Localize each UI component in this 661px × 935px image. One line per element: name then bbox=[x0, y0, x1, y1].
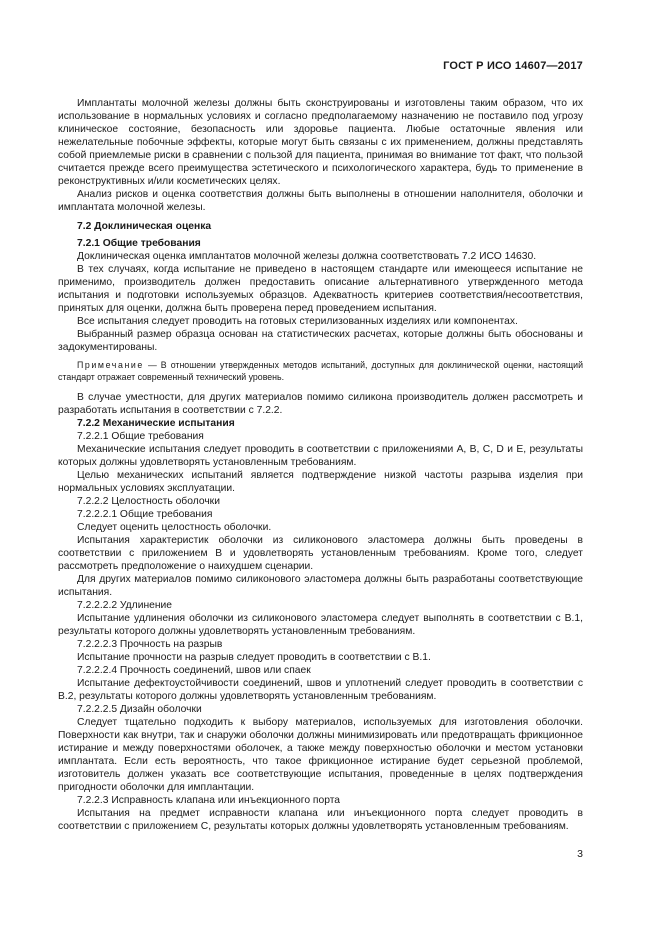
paragraph: В случае уместности, для других материалов помимо силикона производитель должен рассмотреть и разработать испытания в соответствии с 7.2.2. bbox=[58, 392, 583, 416]
section-heading: 7.2 Доклиническая оценка bbox=[77, 221, 212, 232]
paragraph: В тех случаях, когда испытание не приведено в настоящем стандарте или имеющееся испытание не применимо, производитель должен предоставить описание альтернативного утвержденного метода испытания и подготовки используемых образцов. Адекватность критериев соответствия/несоответствия, принятых для оценки, должна быть проверена перед проведением испытания. bbox=[58, 264, 583, 314]
clause-heading: 7.2.2.2 Целостность оболочки bbox=[77, 496, 220, 507]
note-label: Примечание bbox=[77, 360, 144, 370]
clause-heading: 7.2.2.2.1 Общие требования bbox=[77, 509, 213, 520]
paragraph: Анализ рисков и оценка соответствия должны быть выполнены в отношении наполнителя, оболочки и имплантата молочной железы. bbox=[58, 189, 583, 213]
paragraph: Все испытания следует проводить на готовых стерилизованных изделиях или компонентах. bbox=[77, 316, 518, 327]
paragraph: Следует тщательно подходить к выбору материалов, используемых для изготовления оболочки. Поверхности как внутри, так и снаружи оболочки должны минимизировать или предотвращать фрикционное истирание и между поверхностями оболочек, а также между поверхностью оболочки и местом установки имплантата. Если есть вероятность, что такое фрикционное истирание будет серьезной проблемой, изготовитель должен указать все соответствующие испытания, проведенные в целях подтверждения пригодности оболочки для имплантации. bbox=[58, 717, 583, 793]
page-content bbox=[58, 97, 583, 833]
document-header: ГОСТ Р ИСО 14607—2017 bbox=[443, 60, 583, 72]
clause-heading: 7.2.2.2.2 Удлинение bbox=[77, 600, 173, 611]
paragraph: Имплантаты молочной железы должны быть сконструированы и изготовлены таким образом, что их использование в нормальных условиях и согласно предполагаемому назначению не поставило под угрозу клиническое состояние, безопасность или здоровье пациента. Любые остаточные явления или нежелательные побочные эффекты, которые могут быть связаны с их применением, должны представлять собой приемлемые риски в сравнении с пользой для пациента, принимая во внимание тот факт, что пользой считается прежде всего преимущества эстетического и психологического характера, будь то применение в реконструктивных и/или косметических целях. bbox=[58, 98, 583, 187]
paragraph: Испытание прочности на разрыв следует проводить в соответствии с В.1. bbox=[77, 652, 431, 663]
clause-heading: 7.2.2.2.3 Прочность на разрыв bbox=[77, 639, 223, 650]
note bbox=[58, 359, 583, 383]
clause-heading: 7.2.2.3 Исправность клапана или инъекционного порта bbox=[77, 795, 341, 806]
paragraph: Выбранный размер образца основан на статистических расчетах, которые должны быть обоснованы и задокументированы. bbox=[58, 329, 583, 353]
clause-heading: 7.2.2.2.5 Дизайн оболочки bbox=[77, 704, 202, 715]
paragraph: Испытания на предмет исправности клапана или инъекционного порта следует проводить в соответствии с приложением С, результаты которых должны удовлетворять установленным требованиям. bbox=[58, 808, 583, 832]
paragraph: Для других материалов помимо силиконового эластомера должны быть разработаны соответствующие испытания. bbox=[58, 574, 583, 598]
page-number: 3 bbox=[577, 848, 583, 860]
paragraph: Испытание дефектоустойчивости соединений, швов и уплотнений следует проводить в соответствии с В.2, результаты которого должны удовлетворять установленным требованиям. bbox=[58, 678, 583, 702]
paragraph: Испытание удлинения оболочки из силиконового эластомера следует выполнять в соответствии с В.1, результаты которого должны удовлетворять установленным требованиям. bbox=[58, 613, 583, 637]
note-text: — В отношении утвержденных методов испытаний, доступных для доклинической оценки, настоящий стандарт отражает современный технический уровень. bbox=[58, 360, 583, 382]
subsection-heading: 7.2.1 Общие требования bbox=[77, 238, 201, 249]
paragraph: Механические испытания следует проводить в соответствии с приложениями А, В, С, D и Е, результаты которых должны удовлетворять установленным требованиям. bbox=[58, 444, 583, 468]
paragraph: Испытания характеристик оболочки из силиконового эластомера должны быть проведены в соответствии с приложением В и удовлетворять установленным требованиям. Кроме того, следует рассмотреть предположение о наихудшем сценарии. bbox=[58, 535, 583, 572]
paragraph: Следует оценить целостность оболочки. bbox=[77, 522, 272, 533]
paragraph: Целью механических испытаний является подтверждение низкой частоты разрыва изделия при нормальных условиях эксплуатации. bbox=[58, 470, 583, 494]
clause-heading: 7.2.2.1 Общие требования bbox=[77, 431, 204, 442]
paragraph: Доклиническая оценка имплантатов молочной железы должна соответствовать 7.2 ИСО 14630. bbox=[77, 251, 537, 262]
clause-heading: 7.2.2.2.4 Прочность соединений, швов или спаек bbox=[77, 665, 311, 676]
subsection-heading: 7.2.2 Механические испытания bbox=[77, 418, 235, 429]
